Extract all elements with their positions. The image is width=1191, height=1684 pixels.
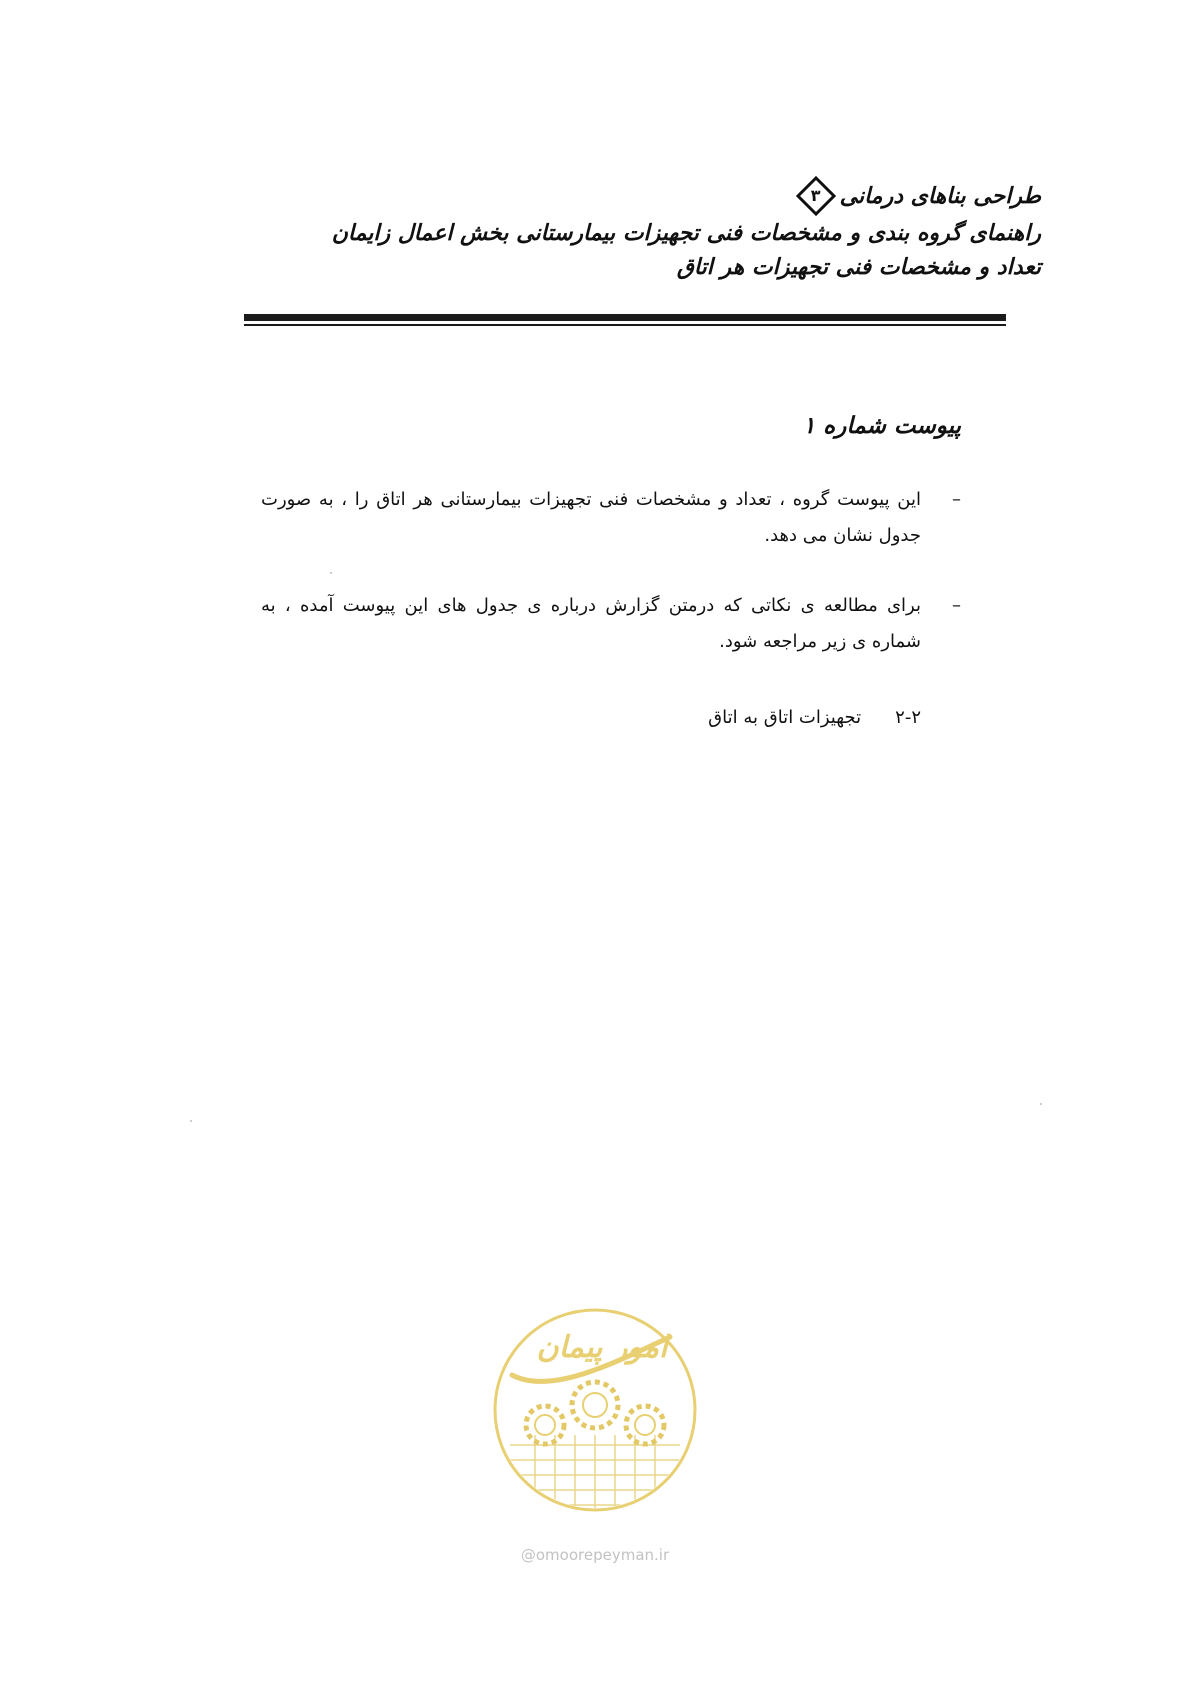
series-number: ۳ [810, 186, 821, 205]
reference-label: تجهیزات اتاق به اتاق [708, 707, 862, 728]
scan-speck [330, 572, 332, 574]
series-title-line [221, 176, 1041, 216]
scan-speck [1040, 1103, 1042, 1105]
guide-title: راهنمای گروه بندی و مشخصات فنی تجهیزات بیمارستانی بخش اعمال زایمان [331, 220, 1041, 246]
watermark-caption [490, 1546, 700, 1564]
scan-speck [190, 1120, 192, 1122]
header-rule-thick [244, 314, 1006, 321]
watermark-logo [490, 1305, 700, 1515]
bullet-text: برای مطالعه ی نکاتی که درمتن گزارش درباره ی جدول های این پیوست آمده ، به شماره ی زیر مراجعه شود. [261, 595, 921, 652]
watermark-grid [510, 1435, 680, 1515]
header-subtitle: تعداد و مشخصات فنی تجهیزات هر اتاق [676, 254, 1041, 280]
reference-number: ۲-۲ [895, 707, 921, 728]
series-title: طراحی بناهای درمانی [839, 183, 1041, 209]
document-header [221, 176, 1041, 284]
bullet-item-1 [241, 482, 961, 554]
at-sign-icon: @ [520, 1546, 536, 1564]
bullet-marker: – [952, 489, 961, 510]
reference-line [708, 700, 921, 736]
watermark-caption-text: omoorepeyman.ir [535, 1546, 670, 1564]
bullet-text: این پیوست گروه ، تعداد و مشخصات فنی تجهیزات بیمارستانی هر اتاق را ، به صورت جدول نشان می دهد. [261, 489, 921, 546]
header-rule [244, 314, 1006, 326]
watermark-gear-centers [535, 1393, 655, 1435]
watermark-logo-text: امور پیمان [536, 1330, 668, 1365]
bullet-marker: – [952, 595, 961, 616]
section-title: پیوست شماره ۱ [802, 412, 961, 439]
bullet-item-2 [241, 588, 961, 660]
series-number-badge [796, 176, 836, 216]
header-rule-thin [244, 324, 1006, 326]
